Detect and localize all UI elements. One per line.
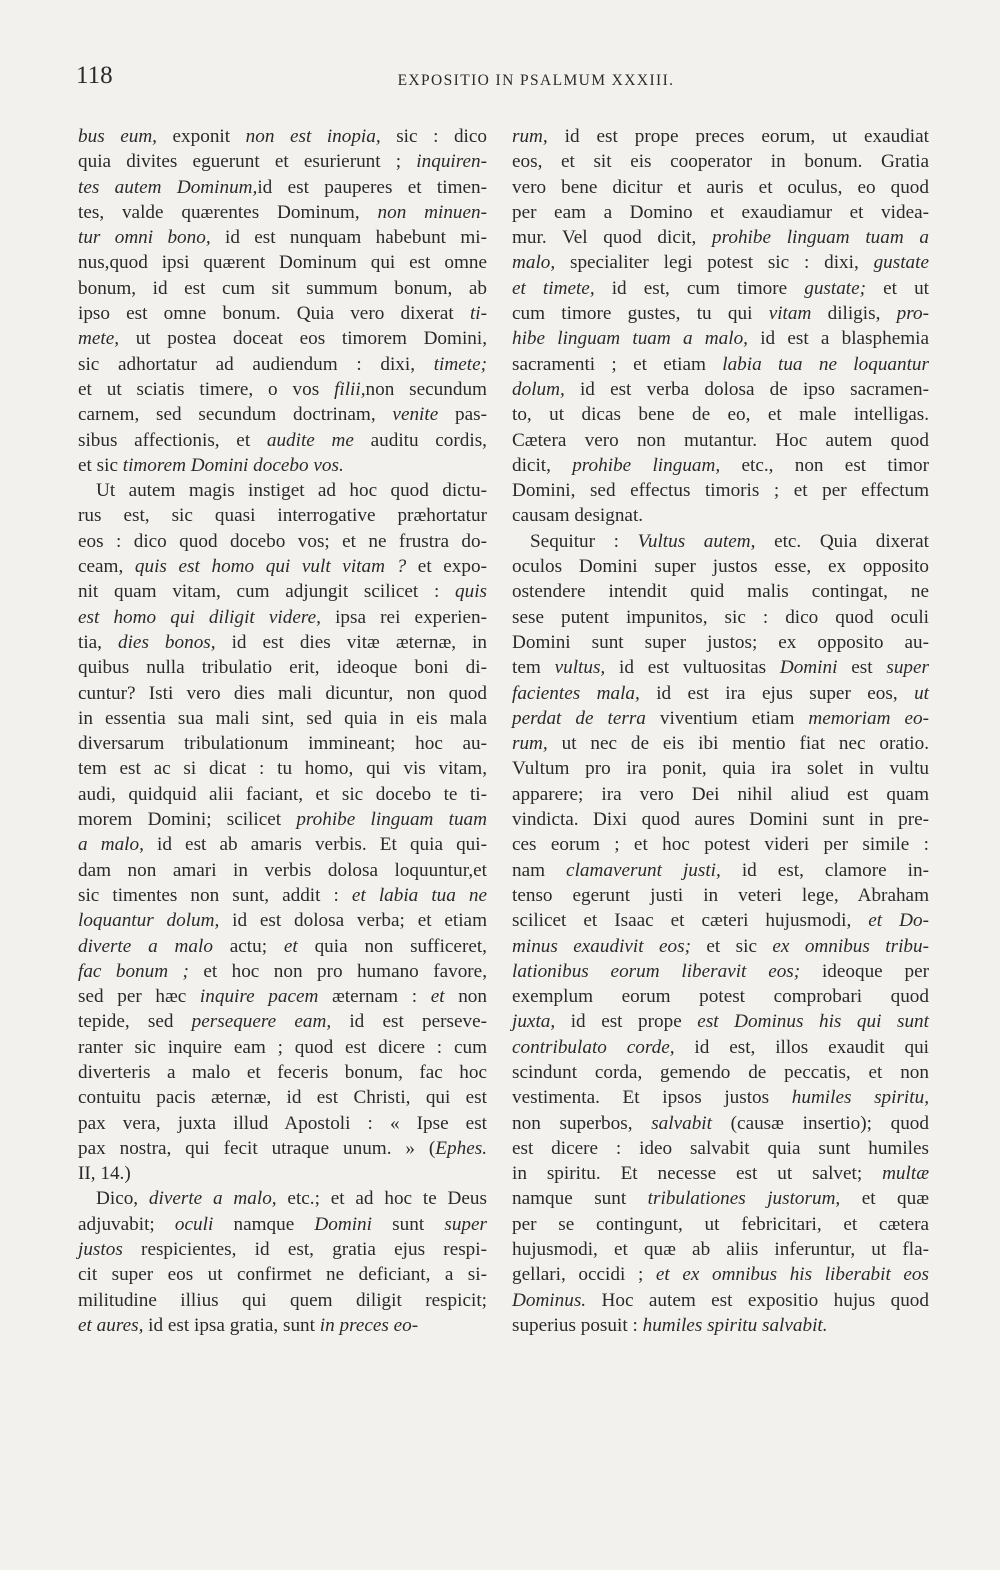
italic-text: quis est homo qui vult vitam ?	[134, 556, 407, 578]
text-line	[78, 503, 487, 528]
text-line	[512, 1237, 929, 1262]
italic-text: humiles spiritu,	[791, 1087, 929, 1109]
text-line	[512, 529, 929, 554]
italic-text: diverte a malo	[78, 935, 213, 957]
text-segment: ideoque per	[800, 960, 929, 982]
text-segment: sic : dico	[380, 126, 487, 147]
text-segment: et ut sciatis timere, o vos	[78, 378, 335, 400]
text-line	[78, 301, 487, 326]
text-line	[78, 1186, 487, 1211]
text-line	[78, 352, 487, 377]
text-line	[512, 782, 929, 807]
text-segment: id est ab amaris verbis. Et quia qui-	[143, 834, 487, 856]
text-line	[78, 478, 487, 503]
text-line	[78, 706, 487, 731]
italic-text: rum,	[512, 733, 548, 755]
text-line	[512, 807, 929, 832]
text-segment: id est ira ejus super eos,	[639, 682, 915, 704]
text-line	[78, 1161, 487, 1186]
text-segment: et sic	[78, 454, 123, 476]
text-segment: Sequitur :	[530, 530, 638, 552]
text-segment: æternam :	[318, 986, 431, 1008]
italic-text: inquiren-	[416, 151, 487, 173]
text-segment: diverteris a malo et feceris bonum, fac hoc	[78, 1061, 487, 1083]
italic-text: prohibe linguam tuam a	[712, 227, 929, 249]
text-line	[512, 908, 929, 933]
text-line	[78, 1060, 487, 1085]
italic-text: non minuen-	[377, 201, 488, 223]
text-line	[78, 630, 487, 655]
italic-text: minus exaudivit eos;	[512, 935, 691, 957]
text-line	[78, 1085, 487, 1110]
italic-text: tes autem Dominum,	[78, 176, 258, 198]
text-segment: scindunt corda, gemendo de peccatis, et non	[512, 1061, 929, 1083]
text-segment: Ut autem magis instiget ad hoc quod dictu-	[96, 480, 487, 502]
italic-text: facientes mala,	[512, 682, 640, 704]
italic-text: Domini	[779, 657, 838, 679]
text-segment: Dico,	[96, 1188, 149, 1210]
text-line	[512, 605, 929, 630]
text-line	[512, 175, 929, 200]
italic-text: filii,	[334, 378, 366, 400]
text-line	[512, 883, 929, 908]
text-line	[512, 655, 929, 680]
italic-text: et timete,	[512, 277, 595, 299]
italic-text: a malo,	[78, 834, 144, 856]
text-line	[78, 1288, 487, 1313]
italic-text: ut	[914, 682, 929, 704]
italic-text: non est inopia,	[245, 126, 381, 147]
text-segment: non secundum	[365, 378, 487, 400]
italic-text: fac bonum ;	[78, 960, 189, 982]
text-line	[512, 1111, 929, 1136]
text-segment: tem est ac si dicat : tu homo, qui vis vitam,	[78, 758, 487, 780]
text-segment: sic timentes non sunt, addit :	[78, 884, 352, 906]
italic-text: labia tua ne loquantur	[722, 353, 929, 375]
text-line	[512, 832, 929, 857]
text-line	[78, 529, 487, 554]
text-segment: ut nec de eis ibi mentio fiat nec oratio.	[547, 733, 929, 755]
italic-text: gustate	[873, 252, 929, 274]
text-line	[512, 959, 929, 984]
italic-text: mete,	[78, 328, 120, 350]
text-line	[78, 250, 487, 275]
text-line	[78, 326, 487, 351]
italic-text: multæ	[882, 1163, 929, 1185]
text-segment: id est dolosa verba; et etiam	[219, 910, 487, 932]
text-segment: id est a blasphemia	[747, 328, 929, 350]
text-segment: militudine illius qui quem diligit respicit;	[78, 1289, 487, 1311]
italic-text: gustate;	[804, 277, 867, 299]
text-line	[78, 934, 487, 959]
text-segment: II, 14.)	[78, 1163, 131, 1185]
text-line	[512, 453, 929, 478]
text-line	[78, 908, 487, 933]
italic-text: et	[283, 935, 298, 957]
text-line	[512, 681, 929, 706]
text-segment: non	[444, 986, 487, 1008]
text-segment: nam	[512, 859, 567, 881]
text-line	[78, 756, 487, 781]
text-line	[78, 175, 487, 200]
text-line	[78, 655, 487, 680]
text-line	[78, 428, 487, 453]
text-segment: gellari, occidi ;	[512, 1264, 656, 1286]
text-line	[78, 1313, 487, 1338]
text-segment: id est vultuositas	[605, 657, 780, 679]
italic-text: juxta,	[512, 1011, 556, 1033]
text-segment: in spiritu. Et necesse est ut salvet;	[512, 1163, 883, 1185]
text-segment: quia divites eguerunt et esurierunt ;	[78, 151, 417, 173]
text-segment: id est prope	[555, 1011, 698, 1033]
text-segment: id est pauperes et timen-	[257, 176, 488, 198]
italic-text: super	[886, 657, 929, 679]
italic-text: et labia tua ne	[351, 884, 488, 906]
text-segment: morem Domini; scilicet	[78, 809, 297, 831]
text-segment: exemplum eorum potest comprobari quod	[512, 986, 929, 1008]
text-line	[512, 554, 929, 579]
text-line	[512, 1035, 929, 1060]
italic-text: contribulato corde,	[512, 1036, 675, 1058]
text-line	[512, 225, 929, 250]
text-line	[512, 706, 929, 731]
italic-text: pro-	[896, 303, 929, 325]
italic-text: Dominus.	[512, 1289, 587, 1311]
text-segment: quibus nulla tribulatio erit, ideoque boni di-	[78, 657, 487, 679]
italic-text: justos	[78, 1239, 123, 1261]
text-segment: nus,quod ipsi quærent Dominum qui est omne	[78, 252, 487, 274]
italic-text: est Dominus his qui sunt	[697, 1011, 929, 1033]
italic-text: memoriam eo-	[808, 707, 929, 729]
text-segment: est dicere : ideo salvabit quia sunt humiles	[512, 1137, 929, 1159]
text-line	[78, 579, 487, 604]
text-line	[512, 1161, 929, 1186]
text-line	[512, 1212, 929, 1237]
italic-text: audite me	[266, 429, 354, 451]
text-segment: rus est, sic quasi interrogative præhortatur	[78, 505, 487, 527]
text-segment: exponit	[156, 126, 246, 147]
text-segment: tes, valde quærentes Dominum,	[78, 201, 378, 223]
text-line	[512, 326, 929, 351]
italic-text: ex omnibus tribu-	[772, 935, 929, 957]
text-segment: et quæ	[840, 1188, 929, 1210]
text-segment: mur. Vel quod dicit,	[512, 227, 713, 249]
italic-text: et Do-	[868, 910, 929, 932]
italic-text: tribulationes justorum,	[647, 1188, 841, 1210]
italic-text: diverte a malo,	[148, 1188, 277, 1210]
italic-text: timete;	[433, 353, 487, 375]
text-line	[512, 731, 929, 756]
text-segment: id est ipsa gratia, sunt	[143, 1314, 320, 1336]
text-segment: pas-	[438, 404, 488, 426]
text-line	[78, 858, 487, 883]
text-segment: etc.; et ad hoc te Deus	[276, 1188, 487, 1210]
text-segment: Domini sunt super justos; ex opposito au-	[512, 631, 929, 653]
text-segment: auditu cordis,	[353, 429, 487, 451]
text-segment: per se contingunt, ut febricitari, et cætera	[512, 1213, 929, 1235]
running-head: EXPOSITIO IN PSALMUM XXXIII.	[397, 72, 675, 89]
text-line	[512, 301, 929, 326]
italic-text: hibe linguam tuam a malo,	[512, 328, 748, 350]
text-line	[512, 503, 929, 528]
text-line	[512, 630, 929, 655]
text-line	[512, 858, 929, 883]
text-line	[78, 1136, 487, 1161]
text-segment: tepide, sed	[78, 1011, 192, 1033]
text-segment: cit super eos ut confirmet ne deficiant, a si-	[78, 1264, 487, 1286]
text-segment: carnem, sed secundum doctrinam,	[78, 404, 393, 426]
text-segment: dicit,	[512, 454, 573, 476]
text-segment: actu;	[212, 935, 284, 957]
text-line	[512, 756, 929, 781]
text-line	[512, 200, 929, 225]
text-line	[512, 1288, 929, 1313]
text-segment: namque	[213, 1213, 315, 1235]
italic-text: oculi	[174, 1213, 214, 1235]
text-line	[512, 149, 929, 174]
italic-text: salvabit	[651, 1112, 712, 1134]
italic-text: persequere eam,	[191, 1011, 332, 1033]
text-segment: id est nunquam habebunt mi-	[210, 227, 487, 249]
text-segment: (causæ insertio); quod	[711, 1112, 929, 1134]
text-line	[78, 1212, 487, 1237]
text-segment: respicientes, id est, gratia ejus respi-	[122, 1239, 487, 1261]
text-segment: et hoc non pro humano favore,	[188, 960, 487, 982]
text-segment: diligis,	[811, 303, 897, 325]
text-segment: vindicta. Dixi quod aures Domini sunt in pre-	[512, 809, 929, 831]
text-segment: id est perseve-	[331, 1011, 487, 1033]
text-line	[512, 478, 929, 503]
text-segment: Hoc autem est expositio hujus quod	[586, 1289, 929, 1311]
italic-text: dolum,	[512, 378, 565, 400]
text-segment: oculos Domini super justos esse, ex opposito	[512, 556, 929, 578]
text-segment: quia non sufficeret,	[297, 935, 487, 957]
text-segment: vero bene dicitur et auris et oculus, eo quod	[512, 176, 929, 198]
italic-text: et ex omnibus his liberabit eos	[655, 1264, 929, 1286]
text-line	[512, 934, 929, 959]
text-segment: per eam a Domino et exaudiamur et videa-	[512, 201, 929, 223]
text-line	[512, 276, 929, 301]
text-segment: dam non amari in verbis dolosa loquuntur,et	[78, 859, 487, 881]
italic-text: lationibus eorum liberavit eos;	[512, 960, 801, 982]
text-line	[78, 1111, 487, 1136]
text-segment: sic adhortatur ad audiendum : dixi,	[78, 353, 434, 375]
text-segment: adjuvabit;	[78, 1213, 175, 1235]
text-segment: namque sunt	[512, 1188, 648, 1210]
text-segment: causam designat.	[512, 505, 644, 527]
text-line	[512, 1009, 929, 1034]
text-segment: nit quam vitam, cum adjungit scilicet :	[78, 581, 455, 603]
italic-text: vitam	[768, 303, 812, 325]
text-segment: id est verba dolosa de ipso sacramen-	[564, 378, 929, 400]
text-segment: hujusmodi, et quæ ab aliis inferuntur, ut fla-	[512, 1239, 929, 1261]
text-line	[78, 807, 487, 832]
text-line	[78, 605, 487, 630]
text-line	[78, 377, 487, 402]
text-segment: et expo-	[406, 556, 487, 578]
italic-text: ti-	[469, 303, 487, 325]
italic-text: clamaverunt justi,	[566, 859, 721, 881]
text-line	[78, 832, 487, 857]
text-segment: apparere; ira vero Dei nihil aliud est quam	[512, 783, 929, 805]
text-segment: superius posuit :	[512, 1314, 643, 1336]
text-segment: scilicet et Isaac et cæteri hujusmodi,	[512, 910, 869, 932]
text-segment: ipsa rei experien-	[320, 606, 487, 628]
text-line	[78, 453, 487, 478]
italic-text: super	[444, 1213, 487, 1235]
text-line	[512, 1085, 929, 1110]
text-line	[512, 377, 929, 402]
text-line	[78, 681, 487, 706]
text-line	[78, 1035, 487, 1060]
text-segment: ipso est omne bonum. Quia vero dixerat	[78, 303, 470, 325]
text-segment: eos, et sit eis cooperator in bonum. Gratia	[512, 151, 929, 173]
italic-text: quis	[455, 581, 487, 603]
text-line	[78, 402, 487, 427]
italic-text: in preces eo-	[319, 1314, 419, 1336]
italic-text: dies bonos,	[118, 631, 216, 653]
italic-text: rum,	[512, 126, 548, 147]
text-segment: id est, clamore in-	[720, 859, 929, 881]
italic-text: perdat de terra	[512, 707, 646, 729]
italic-text: et	[430, 986, 445, 1008]
text-segment: cum timore gustes, tu qui	[512, 303, 769, 325]
text-line	[78, 225, 487, 250]
italic-text: Vultus autem,	[637, 530, 756, 552]
left-text-column	[78, 124, 487, 1338]
text-segment: eos : dico quod docebo vos; et ne frustra do-	[78, 530, 487, 552]
italic-text: est homo qui diligit videre,	[78, 606, 321, 628]
text-segment: sibus affectionis, et	[78, 429, 267, 451]
text-segment: id est prope preces eorum, ut exaudiat	[547, 126, 929, 147]
text-line	[512, 250, 929, 275]
page-header	[76, 60, 936, 100]
italic-text: malo,	[512, 252, 556, 274]
text-line	[512, 428, 929, 453]
text-line	[512, 1136, 929, 1161]
text-line	[512, 1262, 929, 1287]
italic-text: loquantur dolum,	[78, 910, 220, 932]
text-segment: tem	[512, 657, 555, 679]
italic-text: vultus,	[554, 657, 606, 679]
right-text-column	[512, 124, 929, 1338]
italic-text: bus eum,	[78, 126, 157, 147]
text-segment: cuntur? Isti vero dies mali dicuntur, non quod	[78, 682, 487, 704]
text-segment: ces eorum ; et hoc potest videri per simile :	[512, 834, 929, 856]
text-segment: sacramenti ; et etiam	[512, 353, 723, 375]
text-segment: contuitu pacis æternæ, id est Christi, qui est	[78, 1087, 487, 1109]
text-segment: Domini, sed effectus timoris ; et per effectum	[512, 480, 929, 502]
text-segment: Cætera vero non mutantur. Hoc autem quod	[512, 429, 929, 451]
italic-text: Domini	[314, 1213, 372, 1235]
text-line	[78, 1237, 487, 1262]
text-segment: audi, quidquid alii faciant, et sic docebo te ti-	[78, 783, 487, 805]
text-segment: ostendere intendit quid malis contingat, ne	[512, 581, 929, 603]
text-segment: sunt	[371, 1213, 445, 1235]
italic-text: et aures,	[78, 1314, 144, 1336]
text-segment: id est, cum timore	[594, 277, 805, 299]
text-segment: tia,	[78, 631, 118, 653]
text-line	[512, 402, 929, 427]
text-line	[512, 1060, 929, 1085]
text-segment: diversarum tribulationum immineant; hoc au-	[78, 733, 487, 755]
text-segment: viventium etiam	[645, 707, 809, 729]
text-segment: et sic	[690, 935, 773, 957]
text-line	[78, 554, 487, 579]
italic-text: prohibe linguam tuam	[296, 809, 487, 831]
text-segment: sed per hæc	[78, 986, 200, 1008]
text-line	[78, 959, 487, 984]
text-line	[512, 124, 929, 149]
text-segment: tenso egerunt justi in veteri lege, Abraham	[512, 884, 929, 906]
text-line	[78, 124, 487, 149]
text-segment: et ut	[866, 277, 929, 299]
text-line	[512, 984, 929, 1009]
text-segment: to, ut dicas bene de eo, et male intelligas.	[512, 404, 929, 426]
italic-text: prohibe linguam,	[572, 454, 721, 476]
text-line	[512, 1313, 929, 1338]
text-segment: ut postea doceat eos timorem Domini,	[119, 328, 487, 350]
italic-text: venite	[392, 404, 439, 426]
page-number: 118	[76, 62, 113, 89]
text-segment: non superbos,	[512, 1112, 652, 1134]
text-line	[78, 149, 487, 174]
text-line	[78, 276, 487, 301]
text-line	[512, 352, 929, 377]
text-segment: etc., non est timor	[720, 454, 929, 476]
text-segment: vestimenta. Et ipsos justos	[512, 1087, 792, 1109]
text-line	[78, 731, 487, 756]
text-segment: sese putent impunitos, sic : dico quod oculi	[512, 606, 929, 628]
italic-text: timorem Domini docebo vos.	[122, 454, 344, 476]
text-line	[78, 782, 487, 807]
italic-text: Ephes.	[435, 1137, 487, 1159]
text-segment: id est dies vitæ æternæ, in	[215, 631, 487, 653]
text-segment: ranter sic inquire eam ; quod est dicere : cum	[78, 1036, 487, 1058]
italic-text: humiles spiritu salvabit.	[642, 1314, 828, 1336]
text-line	[78, 984, 487, 1009]
italic-text: inquire pacem	[199, 986, 319, 1008]
text-segment: Vultum pro ira ponit, quia ira solet in vultu	[512, 758, 929, 780]
text-segment: est	[837, 657, 887, 679]
italic-text: tur omni bono,	[78, 227, 211, 249]
text-line	[512, 1186, 929, 1211]
text-segment: pax vera, juxta illud Apostoli : « Ipse est	[78, 1112, 487, 1134]
text-segment: etc. Quia dixerat	[755, 530, 929, 552]
text-line	[78, 1262, 487, 1287]
text-segment: in essentia sua mali sint, sed quia in eis mala	[78, 707, 487, 729]
text-line	[78, 200, 487, 225]
text-segment: pax nostra, qui fecit utraque unum. » (	[78, 1137, 436, 1159]
text-segment: specialiter legi potest sic : dixi,	[555, 252, 874, 274]
text-line	[78, 1009, 487, 1034]
text-segment: ceam,	[78, 556, 135, 578]
text-line	[512, 579, 929, 604]
text-line	[78, 883, 487, 908]
text-segment: bonum, id est cum sit summum bonum, ab	[78, 277, 487, 299]
text-segment: id est, illos exaudit qui	[674, 1036, 929, 1058]
